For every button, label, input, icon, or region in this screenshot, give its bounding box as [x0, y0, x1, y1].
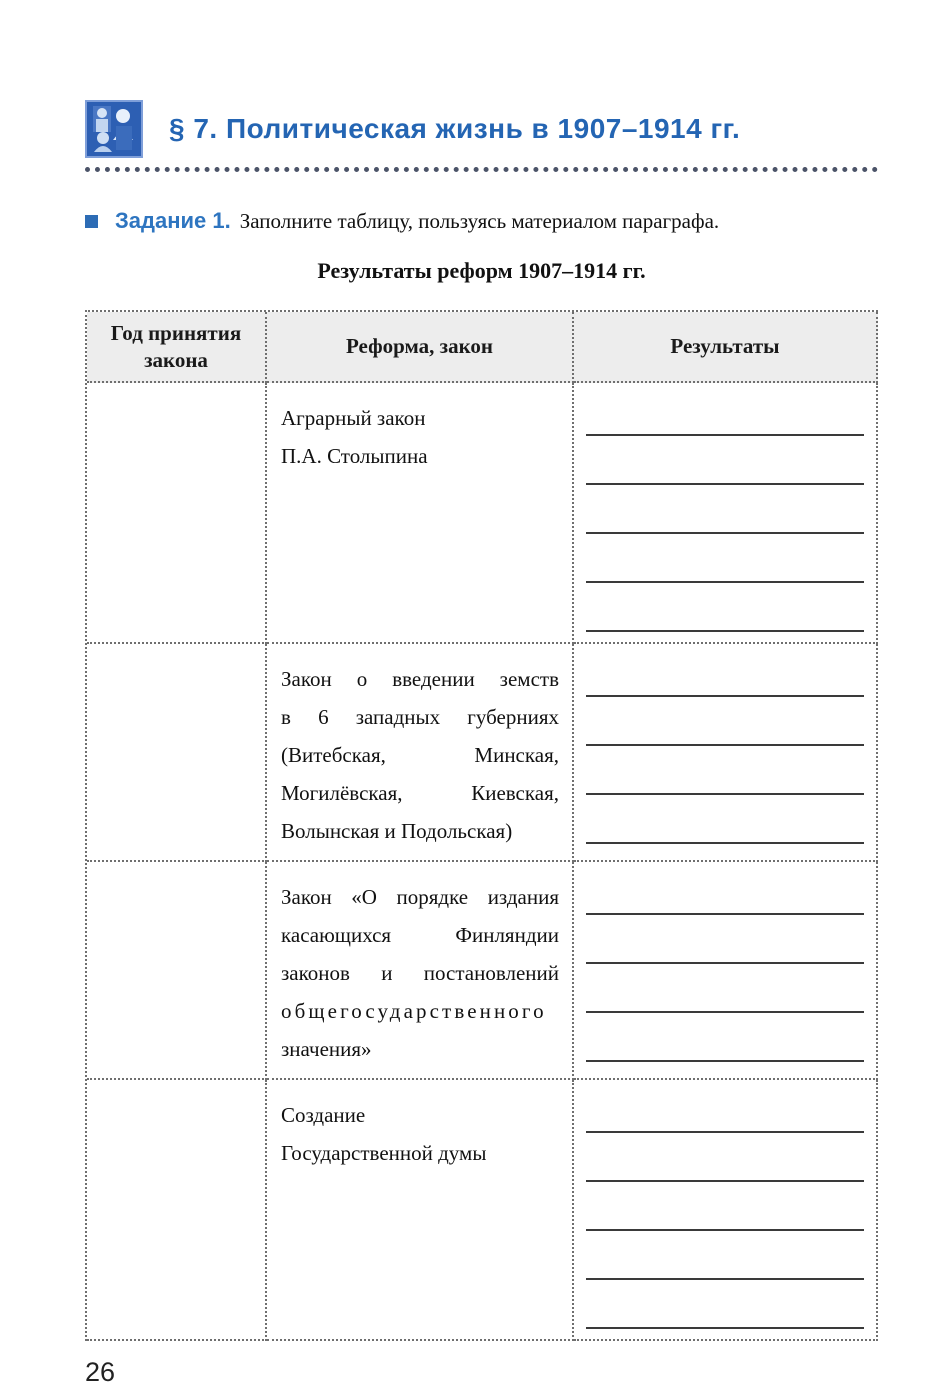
reform-text-line: Аграрный закон — [281, 406, 426, 430]
year-cell[interactable] — [87, 862, 267, 1080]
reform-text-line: Создание — [281, 1103, 366, 1127]
reform-text-line: общегосударственного — [281, 999, 547, 1023]
answer-blank-line[interactable] — [586, 387, 864, 436]
reform-text-line: законов и постановлений — [281, 961, 559, 985]
answer-blank-line[interactable] — [586, 964, 864, 1013]
answer-blank-line[interactable] — [586, 1182, 864, 1231]
reform-text-line: Волынская и Подольская) — [281, 819, 513, 843]
year-cell[interactable] — [87, 383, 267, 644]
reform-text-line: П.А. Столыпина — [281, 444, 428, 468]
answer-blank-line[interactable] — [586, 1013, 864, 1062]
answer-blank-line[interactable] — [586, 534, 864, 583]
task-instruction: Заполните таблицу, пользуясь материалом параграфа. — [239, 209, 720, 233]
answer-blank-line[interactable] — [586, 1084, 864, 1133]
reform-text-line: Закон «О порядке издания — [281, 885, 559, 909]
reform-cell — [267, 1080, 574, 1341]
reform-text-line: (Витебская, Минская, — [281, 743, 559, 767]
answer-blank-line[interactable] — [586, 1231, 864, 1280]
reform-text-line: Государственной думы — [281, 1141, 487, 1165]
reform-text-line: Закон о введении земств — [281, 667, 559, 691]
chapter-figures-icon — [85, 100, 143, 158]
answer-blank-line[interactable] — [586, 1133, 864, 1182]
task-line — [85, 208, 878, 234]
results-cell — [574, 644, 878, 862]
results-cell — [574, 862, 878, 1080]
year-cell[interactable] — [87, 644, 267, 862]
answer-blank-line[interactable] — [586, 648, 864, 697]
task-label: Задание 1. — [115, 208, 231, 233]
column-header-reform: Реформа, закон — [267, 312, 574, 383]
reform-text-line: касающихся Финляндии — [281, 923, 559, 947]
reform-cell — [267, 383, 574, 644]
results-cell — [574, 383, 878, 644]
chapter-header — [85, 100, 878, 158]
answer-blank-line[interactable] — [586, 866, 864, 915]
reform-text-line: Могилёвская, Киевская, — [281, 781, 559, 805]
answer-blank-line[interactable] — [586, 436, 864, 485]
answer-blank-line[interactable] — [586, 485, 864, 534]
page-number: 26 — [85, 1357, 116, 1387]
reform-text-line: в 6 западных губерниях — [281, 705, 559, 729]
year-cell[interactable] — [87, 1080, 267, 1341]
reform-cell — [267, 644, 574, 862]
reform-cell — [267, 862, 574, 1080]
answer-blank-line[interactable] — [586, 746, 864, 795]
table-title: Результаты реформ 1907–1914 гг. — [317, 258, 646, 283]
answer-blank-line[interactable] — [586, 1280, 864, 1329]
answer-blank-line[interactable] — [586, 795, 864, 844]
answer-blank-line[interactable] — [586, 915, 864, 964]
workbook-page — [85, 0, 878, 1388]
column-header-year: Год принятия закона — [87, 312, 267, 383]
dotted-separator — [85, 167, 878, 172]
results-cell — [574, 1080, 878, 1341]
column-header-results: Результаты — [574, 312, 878, 383]
reform-text-line: значения» — [281, 1037, 372, 1061]
answer-blank-line[interactable] — [586, 583, 864, 632]
answer-blank-line[interactable] — [586, 697, 864, 746]
task-bullet-icon — [85, 215, 98, 228]
reforms-table — [85, 310, 878, 1341]
paragraph-title: § 7. Политическая жизнь в 1907–1914 гг. — [169, 113, 741, 144]
